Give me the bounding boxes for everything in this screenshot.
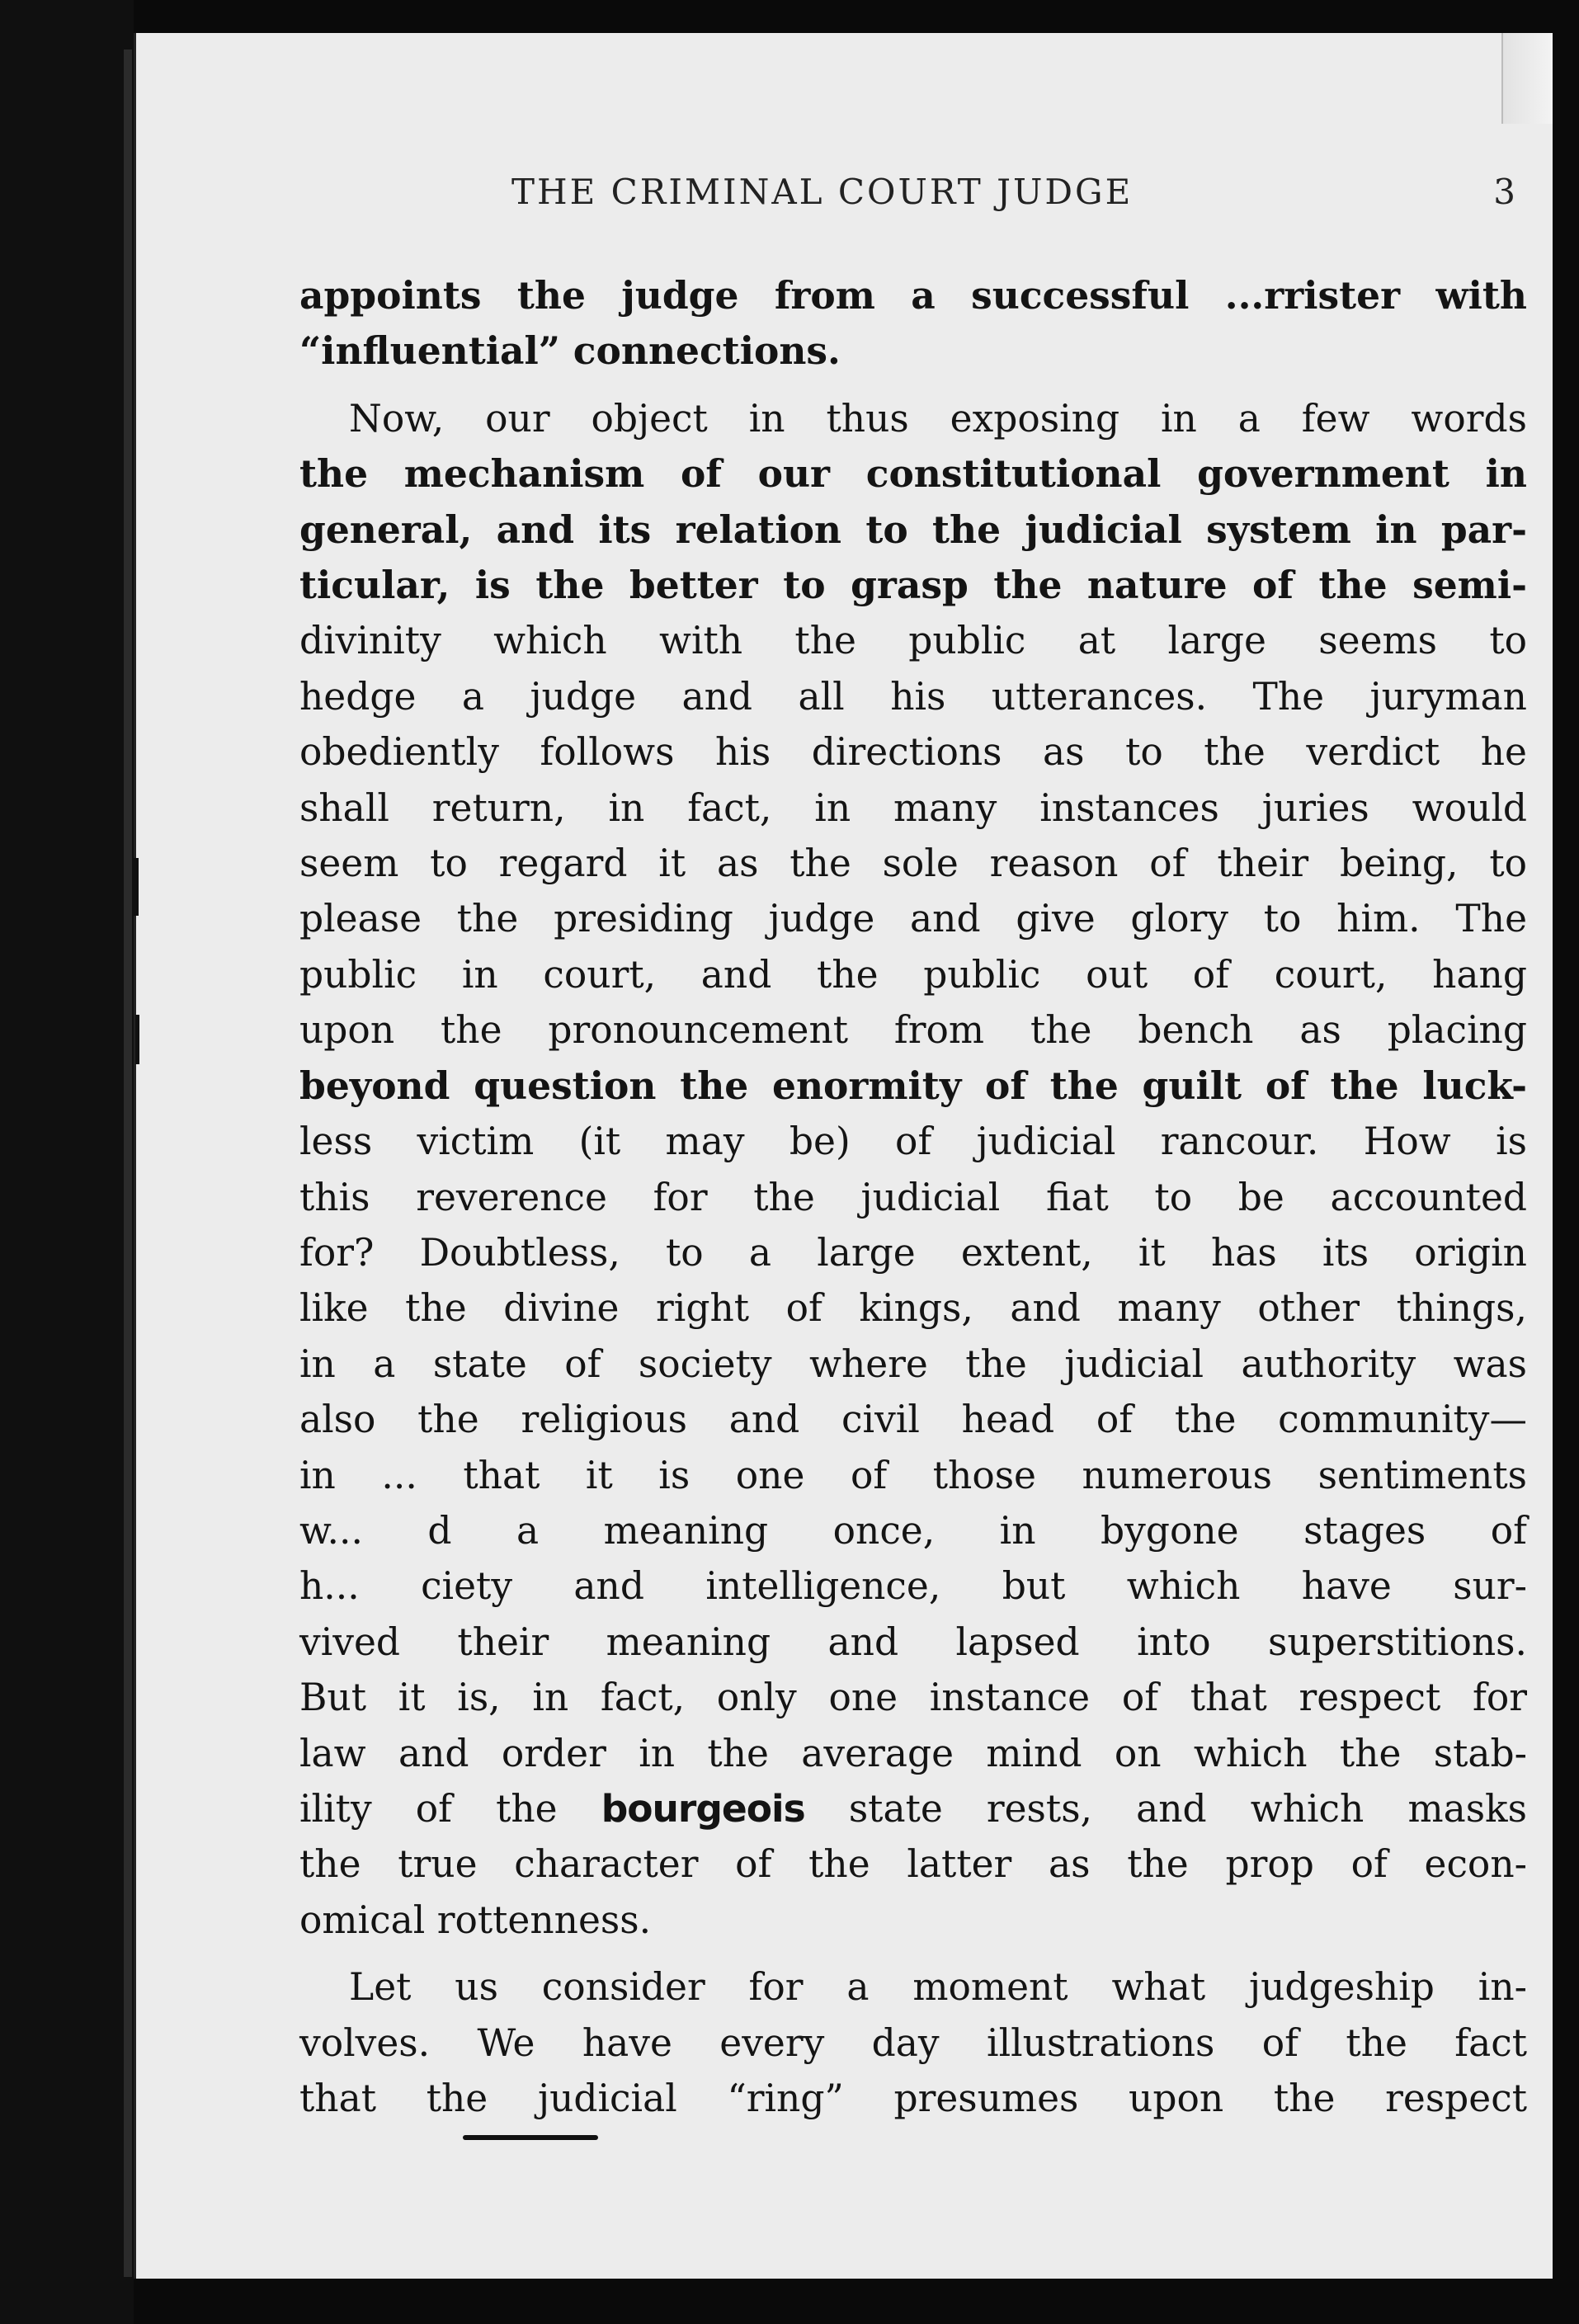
running-title: THE CRIMINAL COURT JUDGE: [511, 172, 1134, 212]
text-line: omical rottenness.: [299, 1897, 652, 1942]
page-corner-fold: [1501, 33, 1553, 124]
binding-mark: [135, 1015, 139, 1064]
running-header: [136, 172, 1553, 221]
binding-mark: [132, 858, 139, 916]
text-line: Now, our object in thus exposing in a few words: [349, 396, 1527, 441]
text-line: Let us consider for a moment what judgeship in-: [349, 1965, 1527, 2010]
text-line: general, and its relation to the judicial system in par-: [299, 507, 1527, 552]
text-line: law and order in the average mind on which the stab-: [299, 1731, 1527, 1775]
bold-term: bourgeois: [601, 1786, 805, 1831]
page-number: 3: [1493, 172, 1518, 212]
line-segment: state rests, and which masks: [804, 1786, 1527, 1831]
line-segment: ility of the: [299, 1786, 601, 1831]
text-line: public in court, and the public out of court, hang: [299, 952, 1527, 997]
text-line: this reverence for the judicial fiat to be accounted: [299, 1175, 1527, 1219]
text-line: beyond question the enormity of the guilt of the luck-: [299, 1063, 1527, 1108]
text-line: in a state of society where the judicial authority was: [299, 1341, 1527, 1386]
text-line: like the divine right of kings, and many other things,: [299, 1286, 1527, 1331]
text-line: w... d a meaning once, in bygone stages of: [299, 1508, 1527, 1553]
book-spine: [0, 0, 134, 2324]
text-line: seem to regard it as the sole reason of their being, to: [299, 841, 1527, 886]
text-line: less victim (it may be) of judicial rancour. How is: [299, 1120, 1527, 1164]
text-line: that the judicial “ring” presumes upon the respect: [299, 2077, 1527, 2120]
spine-edge: [124, 49, 132, 2277]
text-line: the mechanism of our constitutional government in: [299, 451, 1527, 497]
text-line: upon the pronouncement from the bench as placing: [299, 1008, 1527, 1053]
text-line: h... ciety and intelligence, but which have sur-: [299, 1564, 1527, 1609]
text-line: for? Doubtless, to a large extent, it has its origin: [299, 1230, 1527, 1275]
end-rule: [463, 2135, 598, 2140]
body-text: [299, 268, 1527, 2126]
text-line: the true character of the latter as the prop of econ-: [299, 1842, 1527, 1887]
text-line: But it is, in fact, only one instance of that respect for: [299, 1676, 1527, 1720]
text-line: also the religious and civil head of the community—: [299, 1398, 1527, 1442]
text-line: ticular, is the better to grasp the nature of the semi-: [299, 563, 1527, 608]
text-line: shall return, in fact, in many instances juries would: [299, 785, 1527, 830]
text-line: hedge a judge and all his utterances. The juryman: [299, 674, 1527, 719]
text-line: divinity which with the public at large seems to: [299, 619, 1527, 663]
text-line-emphasis: [299, 1781, 1527, 1836]
text-line: in ... that it is one of those numerous sentiments: [299, 1453, 1527, 1497]
text-line: appoints the judge from a successful ...rrister with: [299, 273, 1527, 318]
text-line: volves. We have every day illustrations of the fact: [299, 2020, 1527, 2065]
text-line: obediently follows his directions as to the verdict he: [299, 730, 1527, 775]
text-line: “influential” connections.: [299, 328, 841, 374]
text-line: vived their meaning and lapsed into superstitions.: [299, 1619, 1527, 1664]
text-line: please the presiding judge and give glory to him. The: [299, 897, 1527, 941]
book-page: [134, 33, 1553, 2279]
